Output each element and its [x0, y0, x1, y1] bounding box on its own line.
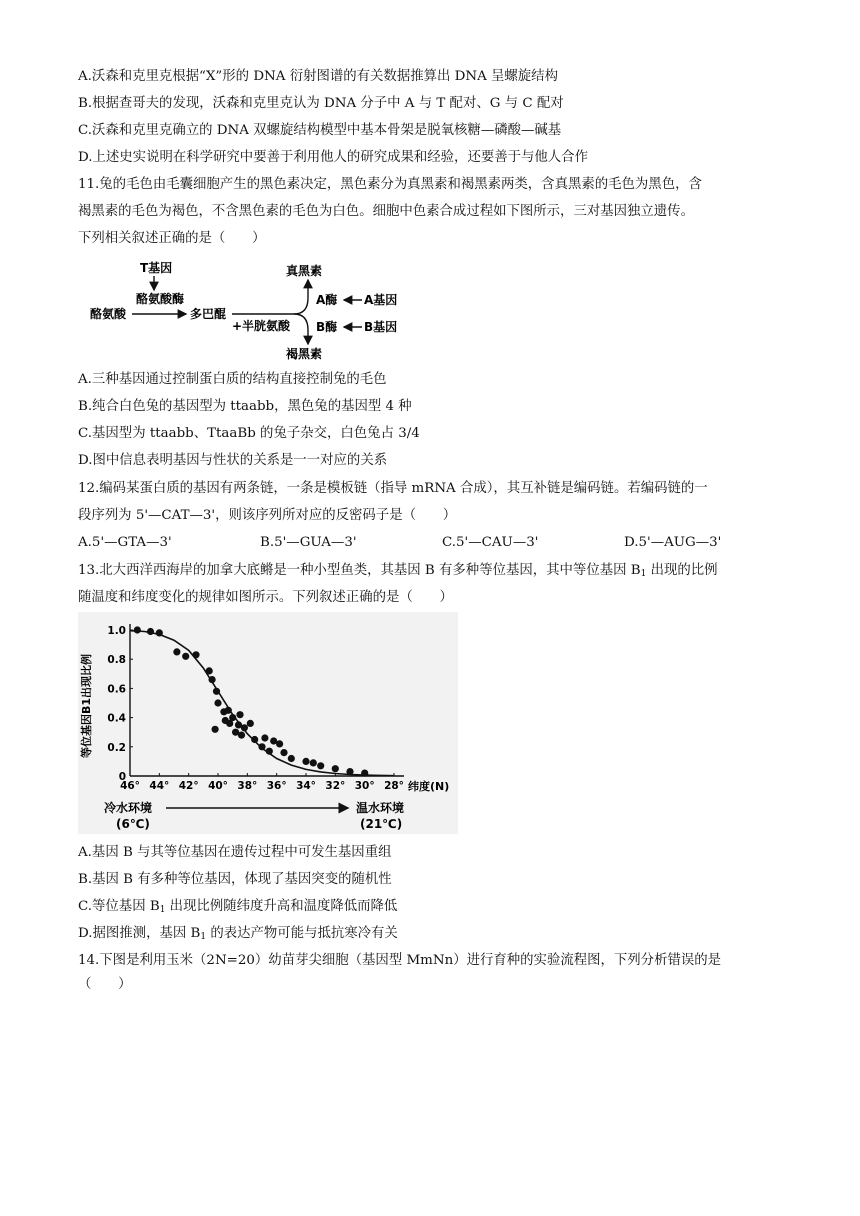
q12-option-c: C.5'—CAU—3' [442, 535, 539, 550]
chart-data-point [317, 762, 324, 769]
q10-option-a: A.沃森和克里克根据“X”形的 DNA 衍射图谱的有关数据推算出 DNA 呈螺旋结构 [78, 69, 558, 84]
q13-stem-line-2: 随温度和纬度变化的规律如图所示。下列叙述正确的是（ ） [78, 590, 453, 605]
chart-y-tick-label: 0.6 [107, 683, 126, 696]
b-enzyme-label: B酶 [316, 320, 338, 334]
chart-data-point [361, 770, 368, 777]
dopaquinone-label: 多巴醌 [190, 307, 227, 321]
q13-option-c: C.等位基因 $B_1$ 出现比例随纬度升高和温度降低而降低 [78, 899, 398, 915]
cold-environment-label: 冷水环境 [104, 801, 153, 815]
cold-temperature-label: (6℃) [116, 817, 150, 831]
chart-data-point [258, 743, 265, 750]
chart-x-tick-label: 46° [120, 780, 140, 792]
eumelanin-branch-arrow [294, 280, 308, 314]
q13-option-b: B.基因 B 有多种等位基因，体现了基因突变的随机性 [78, 872, 392, 887]
chart-data-point [212, 726, 219, 733]
q12-option-a: A.5'—GTA—3' [78, 535, 172, 550]
chart-y-tick-label: 0.4 [107, 712, 126, 725]
chart-data-point [276, 740, 283, 747]
chart-y-tick-label: 0.8 [107, 654, 126, 667]
chart-data-point [266, 748, 273, 755]
q12-option-b: B.5'—GUA—3' [260, 535, 357, 550]
q10-option-c: C.沃森和克里克确立的 DNA 双螺旋结构模型中基本骨架是脱氧核糖—磷酸—碱基 [78, 123, 562, 138]
a-gene-label: A基因 [364, 293, 398, 307]
b1-frequency-scatter-chart [78, 612, 458, 834]
pheomelanin-label: 褐黑素 [286, 347, 323, 361]
q12-stem-line-1: 12.编码某蛋白质的基因有两条链，一条是模板链（指导 mRNA 合成），其互补链是编码链。若编码链的一 [78, 481, 708, 496]
q12-option-d: D.5'—AUG—3' [624, 535, 722, 550]
b-gene-label: B基因 [364, 320, 398, 334]
chart-x-tick-label: 36° [266, 780, 287, 792]
chart-data-point [225, 707, 232, 714]
cysteine-label: +半胱氨酸 [232, 319, 291, 333]
chart-y-tick-label: 1.0 [107, 625, 126, 637]
chart-data-point [213, 688, 220, 695]
q14-stem-line-1: 14.下图是利用玉米（2N=20）幼苗芽尖细胞（基因型 MmNn）进行育种的实验流程图，下列分析错误的是 [78, 953, 722, 968]
tyrosine-label: 酪氨酸 [90, 307, 127, 321]
chart-x-axis-label: 纬度(N) [408, 780, 450, 793]
chart-data-point [214, 699, 221, 706]
eumelanin-label: 真黑素 [286, 264, 323, 278]
chart-data-point [247, 720, 254, 727]
chart-data-point [156, 629, 163, 636]
chart-data-point [147, 628, 154, 635]
chart-x-tick-label: 30° [354, 780, 375, 792]
chart-y-tick-label: 0.2 [107, 741, 126, 754]
chart-data-point [261, 734, 268, 741]
t-gene-label: T基因 [140, 261, 173, 275]
q11-option-a: A.三种基因通过控制蛋白质的结构直接控制兔的毛色 [78, 372, 387, 387]
chart-x-tick-label: 32° [325, 780, 346, 792]
chart-y-tick-label: 0 [118, 771, 126, 783]
chart-data-point [310, 759, 317, 766]
q11-option-d: D.图中信息表明基因与性状的关系是一一对应的关系 [78, 453, 388, 468]
chart-data-point [209, 676, 216, 683]
q11-option-c: C.基因型为 ttaabb、TtaaBb 的兔子杂交，白色兔占 3/4 [78, 426, 420, 441]
warm-environment-label: 温水环境 [356, 801, 405, 815]
chart-data-point [173, 648, 180, 655]
a-enzyme-label: A酶 [316, 293, 338, 307]
q11-stem-line-1: 11.兔的毛色由毛囊细胞产生的黑色素决定，黑色素分为真黑素和褐黑素两类，含真黑素的毛色为黑色，含 [78, 177, 702, 192]
chart-data-point [241, 724, 248, 731]
chart-x-tick-label: 28° [384, 780, 404, 792]
chart-x-tick-label: 38° [237, 780, 258, 792]
pigment-pathway-diagram [88, 258, 408, 362]
q12-stem-line-2: 段序列为 5'—CAT—3'，则该序列所对应的反密码子是（ ） [78, 508, 457, 523]
q11-stem-line-3: 下列相关叙述正确的是（ ） [78, 231, 266, 246]
chart-data-point [229, 714, 236, 721]
chart-data-point [332, 765, 339, 772]
chart-data-point [346, 768, 353, 775]
q14-stem-line-2: （ ） [78, 977, 132, 992]
tyrosinase-label: 酪氨酸酶 [136, 292, 185, 306]
q11-stem-line-2: 褐黑素的毛色为褐色，不含黑色素的毛色为白色。细胞中色素合成过程如下图所示，三对基因独立遗传。 [78, 204, 694, 219]
q13-option-a: A.基因 B 与其等位基因在遗传过程中可发生基因重组 [78, 845, 392, 860]
chart-data-point [280, 749, 287, 756]
chart-data-point [206, 667, 213, 674]
pheomelanin-branch-arrow [294, 314, 308, 344]
q10-option-d: D.上述史实说明在科学研究中要善于利用他人的研究成果和经验，还要善于与他人合作 [78, 150, 588, 165]
chart-data-point [134, 626, 141, 633]
chart-x-tick-label: 40° [208, 780, 228, 792]
warm-temperature-label: (21℃) [360, 817, 403, 831]
chart-data-point [236, 711, 243, 718]
chart-data-point [288, 755, 295, 762]
chart-data-point [251, 736, 258, 743]
q13-option-d: D.据图推测，基因 $B_1$ 的表达产物可能与抵抗寒冷有关 [78, 926, 398, 942]
q10-option-b: B.根据查哥夫的发现，沃森和克里克认为 DNA 分子中 A 与 T 配对、G 与 C 配对 [78, 96, 564, 111]
chart-x-tick-label: 44° [149, 780, 170, 792]
chart-data-point [302, 758, 309, 765]
q12-options-row [78, 534, 798, 552]
chart-data-point [182, 653, 189, 660]
q13-stem-line-1: 13.北大西洋西海岸的加拿大底鳉是一种小型鱼类，其基因 B 有多种等位基因，其中等位基因 $B_1$ 出现的比例 [78, 563, 718, 579]
chart-data-point [238, 732, 245, 739]
q11-option-b: B.纯合白色兔的基因型为 ttaabb，黑色兔的基因型 4 种 [78, 399, 412, 414]
chart-y-axis-label: 等位基因B1出现比例 [80, 653, 93, 759]
chart-x-tick-label: 34° [296, 780, 316, 792]
chart-data-point [192, 651, 199, 658]
chart-x-tick-label: 42° [178, 780, 199, 792]
